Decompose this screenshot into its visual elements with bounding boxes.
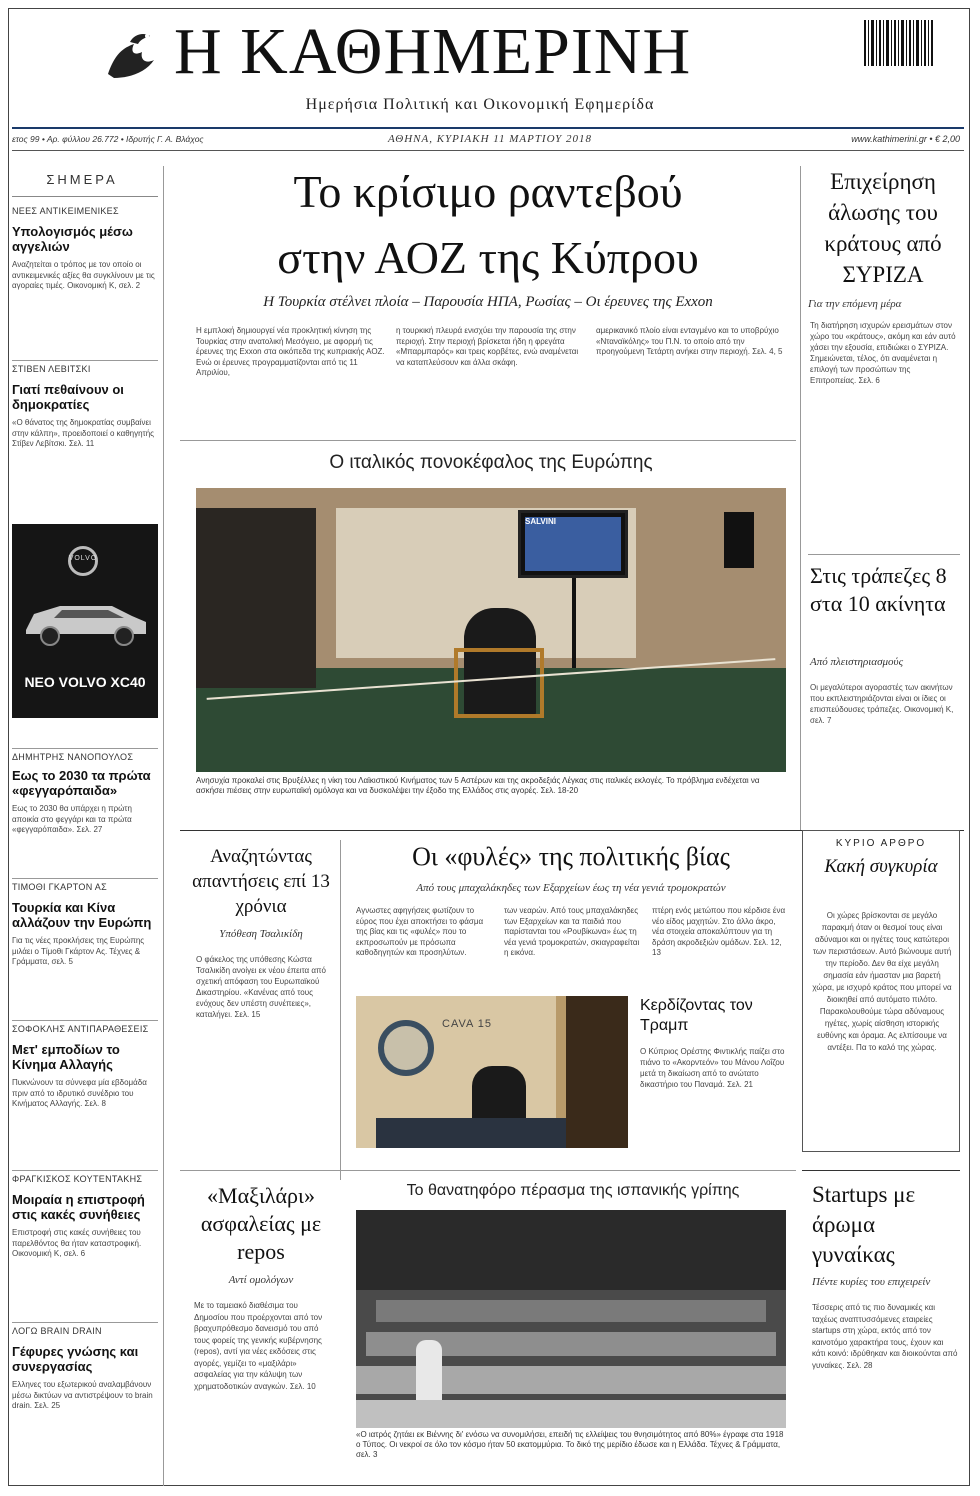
lead-headline-2: στην ΑΟΖ της Κύπρου <box>277 232 699 283</box>
left-rule <box>12 878 158 879</box>
right-a2-deck: Από πλειστηριασμούς <box>810 656 904 668</box>
left-item-text: Επιστροφή στις κακές συνήθειες του παρελθόντος θα ήταν καταστροφική. Οικονομική Κ, σελ. 6 <box>12 1228 142 1258</box>
masthead-site: www.kathimerini.gr • € 2,00 <box>851 134 960 144</box>
middle-rule <box>180 1170 796 1171</box>
middle-a2-headline: Οι «φυλές» της πολιτικής βίας <box>412 842 730 871</box>
barcode <box>864 20 934 76</box>
right-rule <box>802 1170 960 1171</box>
right-a2-text: Οι μεγαλύτεροι αγοραστές των ακινήτων που εκπλειστηριάζονται είναι οι ίδιες οι επισπεύδουσες τράπεζες. Οικονομική Κ, σελ. 7 <box>810 683 954 725</box>
left-item-kicker: ΤΙΜΟΘΙ ΓΚΑΡΤΟΝ ΑΣ <box>12 882 107 892</box>
left-item-headline: Μετ' εμποδίων το Κίνημα Αλλαγής <box>12 1042 120 1072</box>
middle-a3-headline: Κερδίζοντας τον Τραμπ <box>640 997 753 1034</box>
middle-a3-text: Ο Κύπριος Ορέστης Φιντικλής παίζει στο πιάνο το «Ακορντεόν» του Μάνου Λοΐζου μετά τη δικαίωση από το ανώτατο δικαστήριο του Παναμά. Σελ. 21 <box>640 1047 785 1089</box>
volvo-ad[interactable] <box>12 524 158 718</box>
right-column-divider <box>800 166 801 830</box>
left-column-divider <box>163 166 164 1486</box>
left-item-text: Για τις νέες προκλήσεις της Ευρώπης μιλάει ο Τίμοθι Γκάρτον Ας. Τέχνες & Γράμματα, σελ. 5 <box>12 936 145 966</box>
left-item-text: «Ο θάνατος της δημοκρατίας συμβαίνει στην κάλπη», προειδοποιεί ο καθηγητής Στίβεν Λεβίτσκι. Σελ. 11 <box>12 418 155 448</box>
left-item-text: Πυκνώνουν τα σύννεφα μία εβδομάδα πριν από το ιδρυτικό συνέδριο του Κινήματος Αλλαγής. Σελ. 8 <box>12 1078 147 1108</box>
editorial-text: Οι χώρες βρίσκονται σε μεγάλο παρακμή όταν οι θεσμοί τους είναι αδύναμοι και οι ηγέτες τους κατώτεροι των περιστάσεων. Αυτό βιώνουμε αυτή την περίοδο. Δεν θα είχε μεγάλη σημασία εάν ήμασταν μια βαρετή χώρα, με ισχυρό κράτος που μπορεί να διοικηθεί από αυτόματο πιλότο. Παρακολουθούμε τώρα αδύναμους ηγέτες, χωρίς αίσθηση ιστορικής ευθύνης και όραμα. Ας ελπίσουμε να αντέξει. Πα το καλό της χώρας. <box>812 911 952 1052</box>
lead-column-2: η τουρκική πλευρά ενισχύει την παρουσία της στην περιοχή. Στην περιοχή βρίσκεται ήδη η φρεγάτα «Μπαρμπαρός» και τρεις κορβέτες, ενώ αναμένεται να καταπλεύσουν και άλλα σκάφη. <box>396 326 579 367</box>
left-rule <box>12 1170 158 1171</box>
masthead-rule-bottom <box>12 150 964 151</box>
left-item-headline: Υπολογισμός μέσω αγγελιών <box>12 224 133 254</box>
middle-a2-col1: Αγνωστες αφηγήσεις φωτίζουν το εύρος που έχει αποκτήσει το φάσμα της βίας και τις «φυλές» που το εκπροσωπούν με πρόσωπα καθοδηγητών και προσηλύτων. <box>356 906 484 957</box>
left-item-2 <box>12 364 157 450</box>
left-item-headline: Τουρκία και Κίνα αλλάζουν την Ευρώπη <box>12 900 152 930</box>
left-item-5 <box>12 1024 157 1110</box>
left-item-1 <box>12 206 157 292</box>
left-item-kicker: ΛΟΓΩ BRAIN DRAIN <box>12 1326 102 1336</box>
photo1-caption: Ανησυχία προκαλεί στις Βρυξέλλες η νίκη του Λαϊκιστικού Κινήματος των 5 Αστέρων και της ακροδεξιάς Λέγκας στις ιταλικές εκλογές. Το πρόβλημα ενδέχεται να ασκήσει πιέσεις στην ευρωπαϊκή ομόλογα και να δυσκολέψει την έξοδο της Ελλάδος στις αγορές. Σελ. 18-20 <box>196 776 760 795</box>
right-a3-headline: Startups με άρωμα γυναίκας <box>812 1182 916 1267</box>
middle-a2-deck: Από τους μπαχαλάκηδες των Εξαρχείων έως τη νέα γενιά τρομοκρατών <box>416 882 726 894</box>
middle-a4-text: Με το ταμειακό διαθέσιμα του Δημοσίου που προέρχονται από τον βραχυπρόθεσμο δανεισμό του από τους φορείς της γενικής κυβέρνησης (repos), αντί για νέες εκδόσεις στις αγορές, γεμίζει το «μαξιλάρι» ασφαλείας για την κάλυψη των χρηματοδοτικών αναγκών. Σελ. 10 <box>194 1301 323 1391</box>
today-label: ΣΗΜΕΡΑ <box>46 172 118 187</box>
lead-deck: Η Τουρκία στέλνει πλοία – Παρουσία ΗΠΑ, Ρωσίας – Οι έρευνες της Exxon <box>263 294 713 310</box>
pianist-figure <box>472 1066 526 1124</box>
middle-a4-deck: Αντί ομολόγων <box>228 1274 294 1286</box>
left-rule <box>12 1020 158 1021</box>
lead-rule <box>180 440 796 441</box>
left-item-4 <box>12 882 157 968</box>
left-item-text: Εως το 2030 θα υπάρχει η πρώτη αποικία στο φεγγάρι και τα πρώτα «φεγγαρόπαιδα». Σελ. 27 <box>12 804 132 834</box>
photo1-image <box>196 488 786 772</box>
left-item-text: Ελληνες του εξωτερικού αναλαμβάνουν μέσω δικτύων να αντιστρέψουν το brain drain. Σελ. 25 <box>12 1380 153 1410</box>
masthead-rule-top <box>12 127 964 129</box>
left-item-7 <box>12 1326 157 1412</box>
left-item-headline: Γιατί πεθαίνουν οι δημοκρατίες <box>12 382 124 412</box>
cava-sign: CAVA 15 <box>442 1018 493 1030</box>
left-item-kicker: ΣΤΙΒΕΝ ΛΕΒΙΤΣΚΙ <box>12 364 91 374</box>
editorial-headline: Κακή συγκυρία <box>824 856 938 877</box>
right-a3-deck: Πέντε κυρίες του επιχειρείν <box>812 1276 931 1288</box>
left-item-headline: Εως το 2030 τα πρώτα «φεγγαρόπαιδα» <box>12 768 151 798</box>
right-rule <box>808 554 960 555</box>
middle-a2-col2: των νεαρών. Από τους μπαχαλάκηδες των Εξαρχείων και τα παιδιά που παρίστανται του «Ρουβίκωνα» έως τη νέα γενιά τρομοκρατών, σκιαγραφείται η εικόνα. <box>504 906 640 957</box>
left-item-text: Αναζητείται ο τρόπος με τον οποίο οι αντικειμενικές αξίες θα συγκλίνουν με τις αγοραίες τιμές. Οικονομική Κ, σελ. 2 <box>12 260 155 290</box>
chair <box>454 648 544 718</box>
masthead-logo <box>100 26 160 86</box>
cava-medallion-icon <box>378 1020 434 1076</box>
ad-title: ΝΕΟ VOLVO XC40 <box>24 674 146 690</box>
eagle-logo-icon <box>100 26 160 86</box>
flu-caption: «Ο ιατρός ζητάει εκ Βιέννης δι' ενόσω να συνομιλήσει, επειδή τις ελλείψεις του θνησιμότητος από 80%» έγραφε στα 1918 ο Τύπος. Οι νεκροί σε όλο τον κόσμο ήταν 50 εκατομμύρια. Το δικό της μερίδιο έδωσε και η Ελλάδα. Τέχνες & Γράμματα, σελ. 3 <box>356 1430 784 1459</box>
right-a1-text: Τη διατήρηση ισχυρών ερεισμάτων στον χώρο του «κράτους», ακόμη και εάν αυτό χάσει την εξουσία, επιδιώκει ο ΣΥΡΙΖΑ. Σημειώνεται, τέλος, ότι αναμένεται η επιλογή των προσώπων της Επιτροπείας. Σελ. 6 <box>810 321 956 385</box>
left-item-6 <box>12 1174 157 1260</box>
left-rule <box>12 748 158 749</box>
right-a2-headline: Στις τράπεζες 8 στα 10 ακίνητα <box>810 563 947 616</box>
pianist-photo <box>356 996 628 1148</box>
middle-a5-headline: Το θανατηφόρο πέρασμα της ισπανικής γρίπης <box>406 1182 740 1199</box>
middle-a1-deck: Υπόθεση Τσαλικίδη <box>219 928 303 940</box>
middle-column-divider <box>340 840 341 1180</box>
right-a1-deck: Για την επόμενη μέρα <box>808 298 902 310</box>
left-rule <box>12 1322 158 1323</box>
left-item-kicker: ΔΗΜΗΤΡΗΣ ΝΑΝΟΠΟΥΛΟΣ <box>12 752 134 762</box>
middle-a2-col3: πτέρη ενός μετώπου που κέρδισε ένα νέο είδος μαχητών. Στο άλλο άκρο, νέα στοιχεία αποκαλύπτουν για τη δράση ακροδεξιών ομάδων. Σελ. 12, 13 <box>652 906 786 957</box>
lead-column-3: αμερικανικό πλοίο είναι ενταγμένο και το υποβρύχιο «Νταναϊκόλης» του Π.Ν. το οποίο από την προηγούμενη Τετάρτη ανήκει στην περιοχή. Σελ. 4, 5 <box>596 326 783 356</box>
lead-headline-1: Το κρίσιμο ραντεβού <box>293 166 683 217</box>
barcode-icon <box>864 20 934 76</box>
left-item-headline: Μοιραία η επιστροφή στις κακές συνήθειες <box>12 1192 145 1222</box>
right-a1-headline: Επιχείρηση άλωσης του κράτους από ΣΥΡΙΖΑ <box>824 169 942 287</box>
masthead-title: Η ΚΑΘΗΜΕΡΙΝΗ <box>174 15 692 88</box>
left-item-headline: Γέφυρες γνώσης και συνεργασίας <box>12 1344 139 1374</box>
ward-figure <box>416 1340 442 1400</box>
middle-a4-headline: «Μαξιλάρι» ασφαλείας με repos <box>200 1183 322 1264</box>
left-item-kicker: ΝΕΕΣ ΑΝΤΙΚΕΙΜΕΝΙΚΕΣ <box>12 206 119 216</box>
masthead-issue: ετος 99 • Αρ. φύλλου 26.772 • Ιδρυτής Γ. Α. Βλάχος <box>12 134 204 144</box>
tv-caption: SALVINI <box>525 517 556 526</box>
left-rule <box>12 360 158 361</box>
lead-column-1: Η εμπλοκή δημιουργεί νέα προκλητική κίνηση της Τουρκίας στην ανατολική Μεσόγειο, με αφορμή τις έρευνες της Exxon στα οικόπεδα της κυπριακής ΑΟΖ. Ενώ οι έρευνες προγραμματίζονται από τις 11 Απριλίου, <box>196 326 385 377</box>
volvo-brand: VOLVO <box>68 555 98 562</box>
left-item-kicker: ΣΟΦΟΚΛΗΣ ΑΝΤΙΠΑΡΑΘΕΣΕΙΣ <box>12 1024 149 1034</box>
editorial-label: ΚΥΡΙΟ ΑΡΘΡΟ <box>835 838 927 849</box>
flu-photo <box>356 1210 786 1428</box>
tv-screen <box>518 510 628 578</box>
car-image <box>20 594 150 646</box>
left-item-3 <box>12 752 157 836</box>
middle-a1-text: Ο φάκελος της υπόθεσης Κώστα Τσαλικίδη ανοίγει εκ νέου έπειτα από σχετική απόφαση του Ευρωπαϊκού Δικαστηρίου. «Κανένας από τους ενόχους δεν υπέστη συνέπειες», καταλήγει. Σελ. 15 <box>196 955 326 1019</box>
car-icon <box>20 594 150 646</box>
masthead-date: ΑΘΗΝΑ, ΚΥΡΙΑΚΗ 11 ΜΑΡΤΙΟΥ 2018 <box>388 133 592 145</box>
left-item-kicker: ΦΡΑΓΚΙΣΚΟΣ ΚΟΥΤΕΝΤΑΚΗΣ <box>12 1174 143 1184</box>
today-rule <box>12 196 158 197</box>
middle-a1-headline: Αναζητώντας απαντήσεις επί 13 χρόνια <box>192 846 330 917</box>
speaker <box>724 512 754 568</box>
masthead-subtitle: Ημερήσια Πολιτική και Οικονομική Εφημερίδα <box>305 96 655 113</box>
right-a3-text: Τέσσερις από τις πιο δυναμικές και ταχέως αναπτυσσόμενες εταιρείες startups στη χώρα, εκτός από τον καινοτόμο χαρακτήρα τους, έχουν και κάτι κοινό: ιδρύθηκαν και διοικούνται από γυναίκες. Σελ. 28 <box>812 1303 958 1370</box>
photo1-headline: Ο ιταλικός πονοκέφαλος της Ευρώπης <box>329 452 653 473</box>
